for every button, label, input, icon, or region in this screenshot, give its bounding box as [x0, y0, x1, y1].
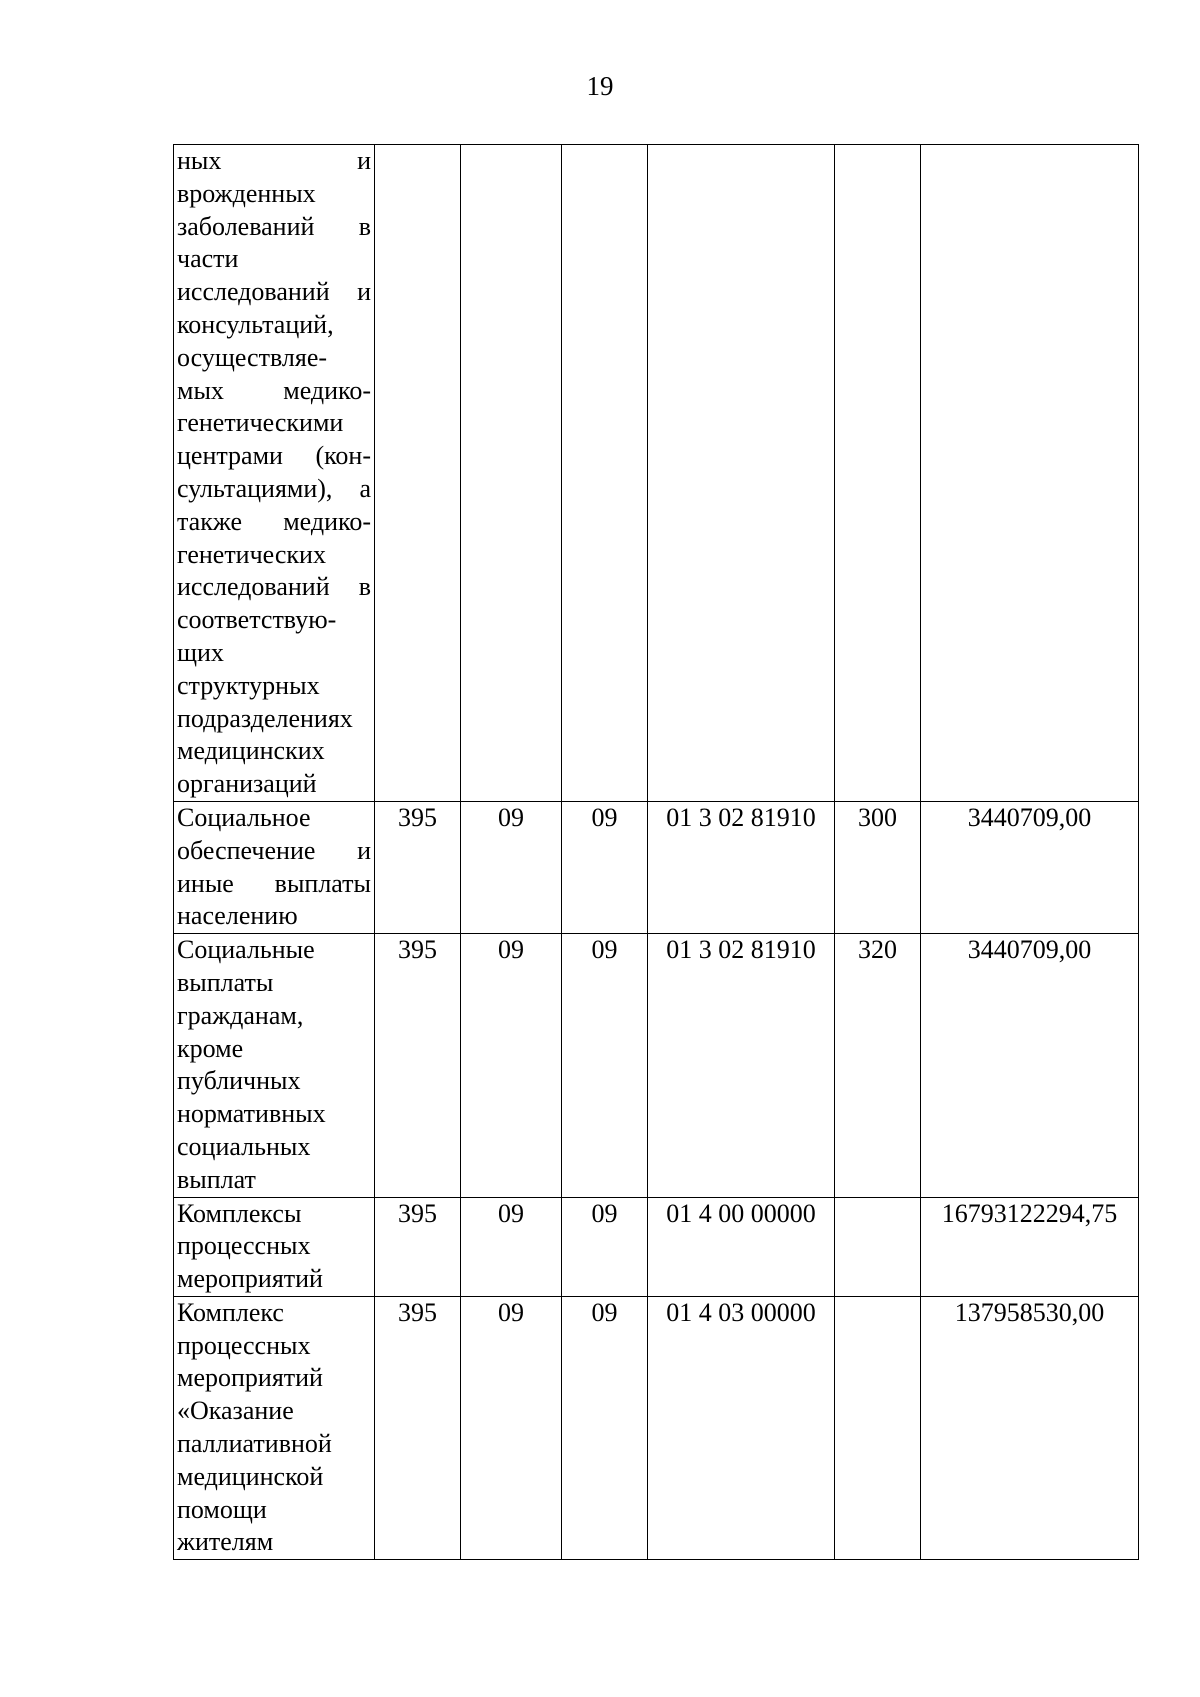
table-row: [174, 934, 1139, 1197]
subsection-code-cell: 09: [562, 1296, 648, 1559]
name-line: нормативных: [177, 1099, 326, 1129]
target-article-cell: 01 4 00 00000: [648, 1197, 835, 1296]
expense-type-cell: [835, 145, 921, 802]
name-line: помощи: [177, 1494, 267, 1524]
table-row: [174, 1197, 1139, 1296]
name-line: также медико-: [177, 506, 371, 536]
table-row: [174, 801, 1139, 933]
subsection-code-cell: 09: [562, 1197, 648, 1296]
name-line: выплаты: [177, 967, 274, 997]
amount-cell: 3440709,00: [921, 934, 1139, 1197]
name-line: организаций: [177, 769, 317, 799]
name-line: Социальное: [177, 802, 311, 832]
name-line: процессных: [177, 1330, 311, 1360]
name-line: гражданам,: [177, 1000, 304, 1030]
name-line: медицинской: [177, 1461, 324, 1491]
name-line: мых медико-: [177, 375, 371, 405]
name-line: врожденных: [177, 178, 316, 208]
name-line: «Оказание: [177, 1396, 294, 1426]
name-line: социальных: [177, 1131, 311, 1161]
name-line: сультациями), а: [177, 473, 371, 503]
amount-cell: 3440709,00: [921, 801, 1139, 933]
table-body: [174, 145, 1139, 1560]
name-line: структурных: [177, 670, 320, 700]
expense-name-cell: [174, 1197, 375, 1296]
name-line: обеспечение и: [177, 835, 371, 865]
name-line: части: [177, 244, 239, 274]
name-line: Комплексы: [177, 1198, 302, 1228]
budget-table: [173, 144, 1139, 1560]
expense-type-cell: [835, 1296, 921, 1559]
target-article-cell: 01 3 02 81910: [648, 934, 835, 1197]
section-code-cell: 09: [461, 934, 562, 1197]
name-line: жителям: [177, 1527, 274, 1557]
name-line: иные выплаты: [177, 868, 371, 898]
ministry-code-cell: [375, 145, 461, 802]
subsection-code-cell: 09: [562, 934, 648, 1197]
table-row: [174, 145, 1139, 802]
name-line: генетических: [177, 539, 326, 569]
target-article-cell: 01 3 02 81910: [648, 801, 835, 933]
name-line: публичных: [177, 1066, 301, 1096]
name-line: мероприятий: [177, 1264, 323, 1294]
target-article-cell: 01 4 03 00000: [648, 1296, 835, 1559]
ministry-code-cell: 395: [375, 934, 461, 1197]
amount-cell: [921, 145, 1139, 802]
name-line: подразделениях: [177, 703, 353, 733]
name-line: генетическими: [177, 408, 344, 438]
ministry-code-cell: 395: [375, 1197, 461, 1296]
name-line: исследований в: [177, 572, 371, 602]
section-code-cell: [461, 145, 562, 802]
expense-name-cell: [174, 1296, 375, 1559]
name-line: выплат: [177, 1164, 256, 1194]
name-line: соответствую-: [177, 605, 337, 635]
name-line: паллиативной: [177, 1429, 332, 1459]
name-line: Комплекс: [177, 1297, 284, 1327]
name-line: мероприятий: [177, 1363, 323, 1393]
table-row: [174, 1296, 1139, 1559]
name-line: консультаций,: [177, 309, 334, 339]
amount-cell: 16793122294,75: [921, 1197, 1139, 1296]
name-line: медицинских: [177, 736, 325, 766]
section-code-cell: 09: [461, 1197, 562, 1296]
subsection-code-cell: [562, 145, 648, 802]
expense-type-cell: 320: [835, 934, 921, 1197]
name-line: щих: [177, 637, 224, 667]
name-line: Социальные: [177, 935, 315, 965]
expense-type-cell: 300: [835, 801, 921, 933]
amount-cell: 137958530,00: [921, 1296, 1139, 1559]
name-line: заболеваний в: [177, 211, 371, 241]
target-article-cell: [648, 145, 835, 802]
name-line: процессных: [177, 1231, 311, 1261]
name-line: осуществляе-: [177, 342, 328, 372]
expense-type-cell: [835, 1197, 921, 1296]
ministry-code-cell: 395: [375, 801, 461, 933]
name-line: населению: [177, 901, 298, 931]
subsection-code-cell: 09: [562, 801, 648, 933]
expense-name-cell: [174, 801, 375, 933]
name-line: ных и: [177, 146, 371, 175]
name-line: исследований и: [177, 277, 371, 307]
section-code-cell: 09: [461, 1296, 562, 1559]
name-line: центрами (кон-: [177, 441, 371, 471]
ministry-code-cell: 395: [375, 1296, 461, 1559]
expense-name-cell: [174, 145, 375, 802]
expense-name-cell: [174, 934, 375, 1197]
section-code-cell: 09: [461, 801, 562, 933]
name-line: кроме: [177, 1033, 244, 1063]
page-number: 19: [586, 71, 614, 101]
